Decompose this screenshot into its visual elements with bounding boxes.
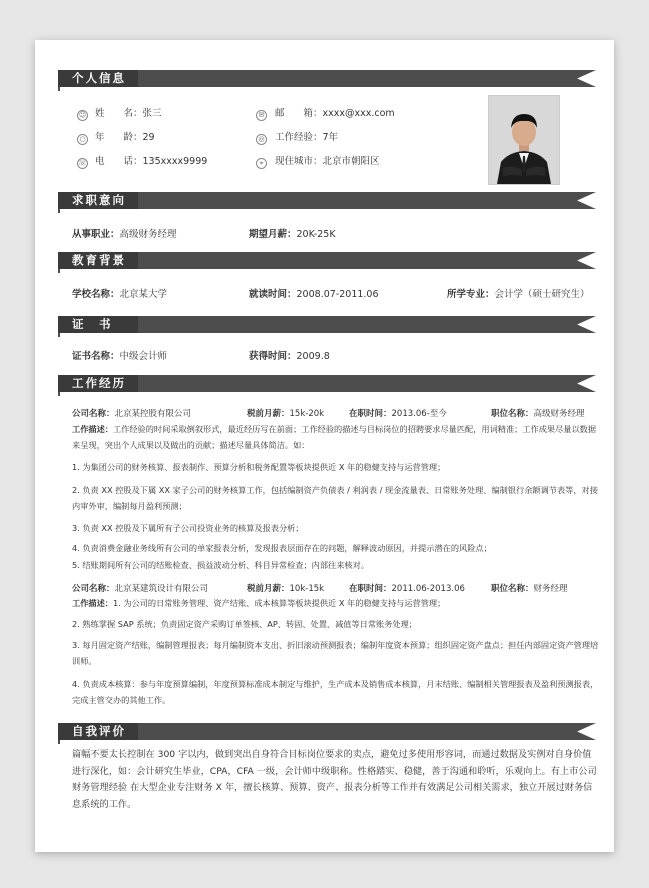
- cert-time-value: 2009.8: [296, 351, 330, 362]
- experience-icon: ◎: [256, 134, 267, 145]
- list-item: 4. 负责成本核算：参与年度预算编制，年度预算标准成本制定与维护，生产成本及销售成本核算，月末结账、编制相关管理报表及盈利预测报表，完成主管交办的其他工作。: [72, 679, 599, 705]
- profile-photo: [488, 95, 560, 185]
- section-title: 证 书: [72, 317, 113, 331]
- section-title: 求职意向: [72, 193, 126, 207]
- tenure-value: 2011.06-2013.06: [391, 584, 465, 594]
- phone-value: 135xxxx9999: [142, 156, 208, 167]
- company-label: 公司名称：: [72, 409, 115, 419]
- company-label: 公司名称：: [72, 584, 115, 594]
- name-label: 姓 名：: [95, 108, 143, 119]
- list-item: 2. 熟练掌握 SAP 系统；负责固定资产采购订单签核、AP、转固、处置、减值等日常账务处理；: [72, 619, 417, 629]
- position-label: 职位名称：: [491, 409, 534, 419]
- company-value: 北京某建筑设计有限公司: [114, 584, 209, 594]
- company-value: 北京某控股有限公司: [114, 409, 192, 419]
- section-header-cert: [58, 316, 596, 333]
- phone-label: 电 话：: [95, 156, 143, 167]
- section-header-self: [58, 723, 596, 740]
- monthly-salary-label: 税前月薪：: [247, 409, 290, 419]
- major-label: 所学专业：: [447, 289, 495, 300]
- age-label: 年 龄：: [95, 132, 143, 143]
- tenure-value: 2013.06-至今: [391, 409, 447, 419]
- job-description: 工作描述：工作经验的时间采取倒叙形式，最近经历写在前面；工作经验的描述与目标岗位的招聘要求尽量匹配，用词精准；工作成果尽量以数据来呈现，突出个人成果以及做出的贡献；描述尽量具体简洁。如：: [72, 424, 597, 450]
- age-value: 29: [142, 132, 155, 143]
- position-value: 高级财务经理: [533, 409, 585, 419]
- list-item: 5. 结账期间所有公司的结账检查、损益波动分析、科目异常检查；内部往来核对。: [72, 560, 369, 570]
- city-label: 现住城市：: [275, 156, 323, 167]
- section-title: 自我评价: [72, 724, 126, 738]
- list-item: 3. 负责 XX 控股及下属所有子公司投资业务的核算及报表分析；: [72, 523, 304, 533]
- person-icon: ☺: [78, 111, 87, 119]
- cert-label: 证书名称：: [72, 351, 120, 362]
- list-item: 2. 负责 XX 控股及下属 XX 家子公司的财务核算工作，包括编制资产负债表 / 利润表 / 现金流量表、日常账务处理、编制银行余额调节表等，对接内审外审，编制每月盈利预测；: [72, 485, 598, 511]
- job-description: 工作描述：1. 为公司的日常账务管理、资产结账、成本核算等板块提供近 X 年的稳健支持与运营管理；: [72, 598, 446, 608]
- location-icon: ⌖: [256, 158, 267, 169]
- section-header-intent: [58, 192, 596, 209]
- list-item: 3. 每月固定资产结账，编制管理报表；每月编制资本支出、折旧滚动预测报表；编制年度资本预算；组织固定资产盘点；担任内部固定资产管理培训师。: [72, 640, 599, 666]
- section-header-personal: [58, 70, 596, 87]
- study-time-value: 2008.07-2011.06: [296, 289, 379, 300]
- salary-label: 期望月薪：: [249, 229, 297, 240]
- tenure-label: 在职时间：: [349, 409, 392, 419]
- school-label: 学校名称：: [72, 289, 120, 300]
- email-value: xxxx@xxx.com: [322, 108, 395, 119]
- section-title: 个人信息: [72, 71, 126, 85]
- list-item: 4. 负责消费金融业务线所有公司的单家报表分析，发现报表层面存在的问题，解释波动原因，并提示潜在的风险点；: [72, 543, 492, 553]
- tenure-label: 在职时间：: [349, 584, 392, 594]
- list-item: 1. 为集团公司的财务核算、报表制作、预算分析和税务配置等板块提供近 X 年的稳健支持与运营管理；: [72, 462, 446, 472]
- monthly-salary-value: 15k-20k: [289, 409, 325, 419]
- resume-page: [35, 40, 614, 852]
- cert-time-label: 获得时间：: [249, 351, 297, 362]
- email-label: 邮 箱：: [275, 108, 323, 119]
- salary-value: 20K-25K: [296, 229, 336, 240]
- major-value: 会计学（硕士研究生）: [494, 289, 590, 300]
- position-label: 职位名称：: [491, 584, 534, 594]
- age-icon: ○: [77, 134, 88, 145]
- self-evaluation-text: 篇幅不要太长控制在 300 字以内，做到突出自身符合目标岗位要求的卖点，避免过多使用形容词，而通过数据及实例对自身价值进行深化，如：会计研究生毕业，CPA，CFA 一级，会计师中级职称。性格踏实、稳健，善于沟通和聆听，乐观向上。有上市公司财务管理经验 在大型企业专注财务 X 年，擅长核算、预算、资产、报表分析等工作并有效满足公司相关需求，独立开展过财务信息系统的工作。: [72, 749, 597, 810]
- position-value: 财务经理: [533, 584, 568, 594]
- phone-icon: ☏: [78, 159, 87, 167]
- job-value: 高级财务经理: [119, 229, 177, 240]
- section-title: 工作经历: [72, 376, 126, 390]
- name-value: 张三: [142, 108, 162, 119]
- study-time-label: 就读时间：: [249, 289, 297, 300]
- cert-value: 中级会计师: [119, 351, 168, 362]
- school-value: 北京某大学: [119, 289, 168, 300]
- section-title: 教育背景: [72, 253, 126, 267]
- monthly-salary-value: 10k-15k: [289, 584, 325, 594]
- job-label: 从事职业：: [72, 229, 120, 240]
- section-header-work: [58, 375, 596, 392]
- email-icon: ✉: [256, 110, 267, 121]
- section-header-education: [58, 252, 596, 269]
- city-value: 北京市朝阳区: [322, 156, 380, 167]
- experience-value: 7年: [322, 132, 339, 143]
- monthly-salary-label: 税前月薪：: [247, 584, 290, 594]
- experience-label: 工作经验：: [275, 132, 323, 143]
